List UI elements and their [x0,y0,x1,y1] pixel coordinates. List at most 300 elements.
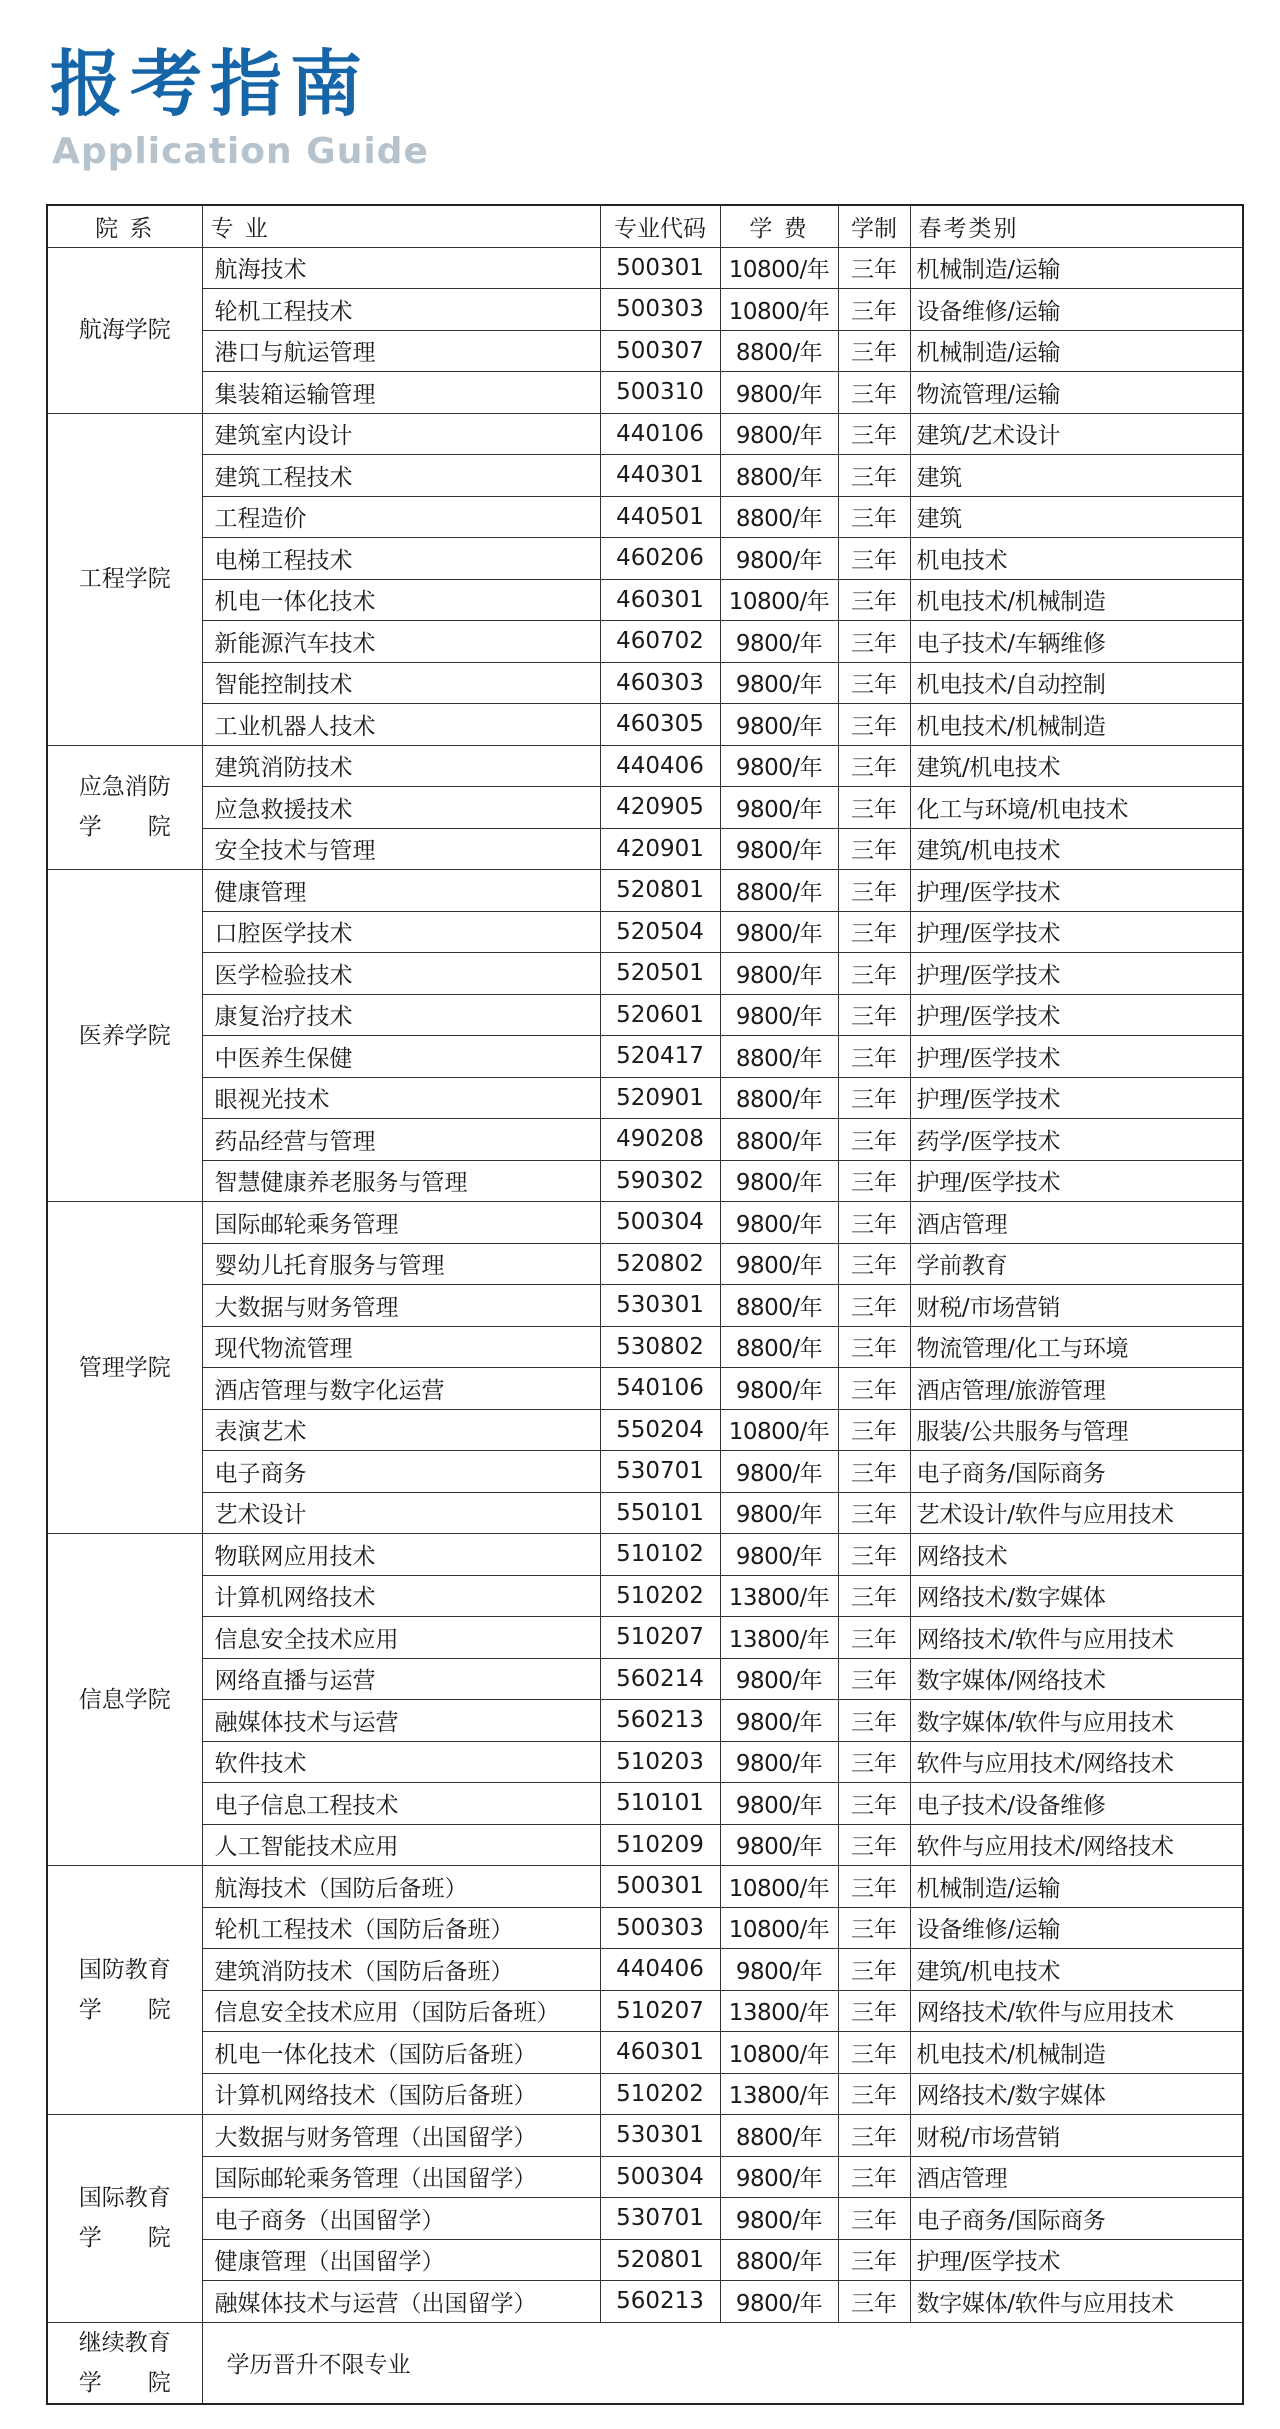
major-cell: 航海技术（国防后备班） [202,1866,600,1908]
dept-name-line: 航海学院 [78,317,171,343]
fee-cell: 13800/年 [720,1990,838,2032]
major-cell: 酒店管理与数字化运营 [202,1368,600,1410]
duration-cell: 三年 [838,828,910,870]
table-row [47,1700,1243,1742]
duration-cell: 三年 [838,1451,910,1493]
table-row [47,2156,1243,2198]
code-cell: 420901 [600,828,720,870]
duration-cell: 三年 [838,621,910,663]
table-row [47,1036,1243,1078]
code-cell: 530802 [600,1326,720,1368]
duration-cell: 三年 [838,787,910,829]
dept-cell [47,870,202,1202]
fee-cell: 9800/年 [720,538,838,580]
code-cell: 440406 [600,1949,720,1991]
fee-cell: 8800/年 [720,2239,838,2281]
fee-cell: 13800/年 [720,2073,838,2115]
code-cell: 500303 [600,289,720,331]
category-cell: 化工与环境/机电技术 [910,787,1243,829]
table-row [47,953,1243,995]
dept-name-line: 医养学院 [78,1022,171,1049]
dept-name-line: 学 院 [78,2225,171,2252]
duration-cell: 三年 [838,1119,910,1161]
major-cell: 智能控制技术 [202,662,600,704]
major-cell: 建筑室内设计 [202,413,600,455]
code-cell: 510101 [600,1783,720,1825]
major-cell: 融媒体技术与运营 [202,1700,600,1742]
table-row [47,2239,1243,2281]
duration-cell: 三年 [838,579,910,621]
duration-cell: 三年 [838,1285,910,1327]
dept-name [79,767,171,847]
table-row [47,621,1243,663]
code-cell: 520901 [600,1077,720,1119]
major-cell: 眼视光技术 [202,1077,600,1119]
table-row [47,1409,1243,1451]
duration-cell: 三年 [838,2156,910,2198]
fee-cell: 9800/年 [720,1949,838,1991]
duration-cell: 三年 [838,1575,910,1617]
code-cell: 460702 [600,621,720,663]
duration-cell: 三年 [838,1866,910,1908]
fee-cell: 9800/年 [720,2198,838,2240]
category-cell: 电子商务/国际商务 [910,1451,1243,1493]
fee-cell: 13800/年 [720,1575,838,1617]
category-cell: 建筑/艺术设计 [910,413,1243,455]
code-cell: 550101 [600,1492,720,1534]
fee-cell: 9800/年 [720,1368,838,1410]
category-cell: 电子商务/国际商务 [910,2198,1243,2240]
category-cell: 护理/医学技术 [910,1160,1243,1202]
table-row [47,1741,1243,1783]
duration-cell: 三年 [838,538,910,580]
fee-cell: 9800/年 [720,994,838,1036]
major-cell: 信息安全技术应用 [202,1617,600,1659]
code-cell: 460206 [600,538,720,580]
code-cell: 530701 [600,2198,720,2240]
major-cell: 计算机网络技术 [202,1575,600,1617]
code-cell: 520802 [600,1243,720,1285]
category-cell: 数字媒体/软件与应用技术 [910,1700,1243,1742]
table-row [47,1077,1243,1119]
dept-cell [47,2115,202,2323]
category-cell: 机械制造/运输 [910,1866,1243,1908]
duration-cell: 三年 [838,289,910,331]
dept-name [79,1950,171,2030]
category-cell: 艺术设计/软件与应用技术 [910,1492,1243,1534]
fee-cell: 9800/年 [720,1492,838,1534]
major-cell: 表演艺术 [202,1409,600,1451]
fee-cell: 9800/年 [720,704,838,746]
code-cell: 490208 [600,1119,720,1161]
dept-cell [47,247,202,413]
duration-cell: 三年 [838,1160,910,1202]
category-cell: 机械制造/运输 [910,247,1243,289]
fee-cell: 9800/年 [720,1658,838,1700]
fee-cell: 10800/年 [720,247,838,289]
category-cell: 数字媒体/网络技术 [910,1658,1243,1700]
duration-cell: 三年 [838,2281,910,2323]
duration-cell: 三年 [838,330,910,372]
table-row [47,787,1243,829]
major-cell: 医学检验技术 [202,953,600,995]
fee-cell: 9800/年 [720,1534,838,1576]
duration-cell: 三年 [838,745,910,787]
table-row [47,1368,1243,1410]
category-cell: 财税/市场营销 [910,1285,1243,1327]
table-row [47,455,1243,497]
major-cell: 软件技术 [202,1741,600,1783]
major-cell: 康复治疗技术 [202,994,600,1036]
table-row [47,2281,1243,2323]
major-cell: 健康管理（出国留学） [202,2239,600,2281]
table-row [47,1534,1243,1576]
fee-cell: 9800/年 [720,2281,838,2323]
code-cell: 510207 [600,1990,720,2032]
major-cell: 轮机工程技术（国防后备班） [202,1907,600,1949]
fee-cell: 9800/年 [720,1783,838,1825]
category-cell: 建筑/机电技术 [910,1949,1243,1991]
code-cell: 460303 [600,662,720,704]
table-row [47,1243,1243,1285]
fee-cell: 8800/年 [720,1036,838,1078]
code-cell: 500301 [600,247,720,289]
code-cell: 510203 [600,1741,720,1783]
table-row [47,704,1243,746]
duration-cell: 三年 [838,953,910,995]
category-cell: 护理/医学技术 [910,870,1243,912]
code-cell: 440501 [600,496,720,538]
category-cell: 物流管理/化工与环境 [910,1326,1243,1368]
code-cell: 560214 [600,1658,720,1700]
duration-cell: 三年 [838,1741,910,1783]
code-cell: 420905 [600,787,720,829]
fee-cell: 8800/年 [720,330,838,372]
dept-cell [47,745,202,870]
dept-name-line: 国防教育 [78,1957,171,1983]
duration-cell: 三年 [838,455,910,497]
duration-cell: 三年 [838,1036,910,1078]
dept-name-line: 学 院 [78,1997,171,2023]
major-cell: 电子商务（出国留学） [202,2198,600,2240]
code-cell: 510102 [600,1534,720,1576]
fee-cell: 9800/年 [720,372,838,414]
code-cell: 440106 [600,413,720,455]
code-cell: 460301 [600,579,720,621]
category-cell: 电子技术/设备维修 [910,1783,1243,1825]
code-cell: 520601 [600,994,720,1036]
duration-cell: 三年 [838,1326,910,1368]
code-cell: 520801 [600,870,720,912]
category-cell: 财税/市场营销 [910,2115,1243,2157]
major-cell: 人工智能技术应用 [202,1824,600,1866]
code-cell: 500304 [600,1202,720,1244]
table-row [47,1451,1243,1493]
duration-cell: 三年 [838,247,910,289]
category-cell: 酒店管理/旅游管理 [910,1368,1243,1410]
category-cell: 数字媒体/软件与应用技术 [910,2281,1243,2323]
fee-cell: 8800/年 [720,1119,838,1161]
major-cell: 工业机器人技术 [202,704,600,746]
fee-cell: 8800/年 [720,1077,838,1119]
dept-name-line: 管理学院 [78,1354,171,1381]
dept-name-line: 学 院 [78,814,171,841]
category-cell: 机电技术/自动控制 [910,662,1243,704]
code-cell: 520801 [600,2239,720,2281]
duration-cell: 三年 [838,496,910,538]
major-cell: 国际邮轮乘务管理（出国留学） [202,2156,600,2198]
duration-cell: 三年 [838,1492,910,1534]
category-cell: 护理/医学技术 [910,911,1243,953]
major-cell: 智慧健康养老服务与管理 [202,1160,600,1202]
duration-cell: 三年 [838,1077,910,1119]
code-cell: 460305 [600,704,720,746]
code-cell: 510207 [600,1617,720,1659]
fee-cell: 9800/年 [720,911,838,953]
major-cell: 国际邮轮乘务管理 [202,1202,600,1244]
major-cell: 集装箱运输管理 [202,372,600,414]
table-row [47,1949,1243,1991]
duration-cell: 三年 [838,870,910,912]
duration-cell: 三年 [838,1990,910,2032]
fee-cell: 10800/年 [720,289,838,331]
table-row [47,2115,1243,2157]
major-cell: 艺术设计 [202,1492,600,1534]
duration-cell: 三年 [838,1202,910,1244]
table-row [47,1617,1243,1659]
major-cell: 轮机工程技术 [202,289,600,331]
dept-name-line: 学 院 [78,2369,171,2396]
category-cell: 护理/医学技术 [910,1036,1243,1078]
category-cell: 机电技术/机械制造 [910,579,1243,621]
category-cell: 护理/医学技术 [910,994,1243,1036]
fee-cell: 9800/年 [720,413,838,455]
table-header-row [47,205,1243,247]
code-cell: 540106 [600,1368,720,1410]
duration-cell: 三年 [838,2198,910,2240]
page-title: 报考指南 [50,42,371,126]
major-cell: 工程造价 [202,496,600,538]
table-row [47,2198,1243,2240]
category-cell: 学前教育 [910,1243,1243,1285]
major-cell: 物联网应用技术 [202,1534,600,1576]
duration-cell: 三年 [838,372,910,414]
fee-cell: 13800/年 [720,1617,838,1659]
duration-cell: 三年 [838,2073,910,2115]
duration-cell: 三年 [838,1700,910,1742]
dept-name-line: 应急消防 [78,774,171,801]
category-cell: 软件与应用技术/网络技术 [910,1824,1243,1866]
major-cell: 婴幼儿托育服务与管理 [202,1243,600,1285]
dept-name [79,2323,171,2403]
code-cell: 530301 [600,2115,720,2157]
code-cell: 560213 [600,1700,720,1742]
fee-cell: 9800/年 [720,787,838,829]
major-cell: 建筑工程技术 [202,455,600,497]
fee-cell: 9800/年 [720,745,838,787]
category-cell: 软件与应用技术/网络技术 [910,1741,1243,1783]
category-cell: 机电技术/机械制造 [910,2032,1243,2074]
category-cell: 服装/公共服务与管理 [910,1409,1243,1451]
duration-cell: 三年 [838,704,910,746]
column-header-duration: 学制 [838,205,910,247]
fee-cell: 9800/年 [720,1824,838,1866]
major-cell: 现代物流管理 [202,1326,600,1368]
duration-cell: 三年 [838,2032,910,2074]
code-cell: 510202 [600,1575,720,1617]
table-row [47,1202,1243,1244]
major-cell: 港口与航运管理 [202,330,600,372]
major-cell: 建筑消防技术（国防后备班） [202,1949,600,1991]
dept-name [79,2178,171,2258]
category-cell: 酒店管理 [910,1202,1243,1244]
fee-cell: 10800/年 [720,1907,838,1949]
fee-cell: 10800/年 [720,579,838,621]
table-row [47,1658,1243,1700]
code-cell: 550204 [600,1409,720,1451]
table-row [47,330,1243,372]
fee-cell: 8800/年 [720,1326,838,1368]
category-cell: 机电技术/机械制造 [910,704,1243,746]
category-cell: 网络技术/数字媒体 [910,1575,1243,1617]
fee-cell: 9800/年 [720,662,838,704]
table-row [47,1783,1243,1825]
dept-cell [47,1866,202,2115]
table-row [47,745,1243,787]
fee-cell: 9800/年 [720,1243,838,1285]
table-row [47,1160,1243,1202]
table-row [47,2032,1243,2074]
fee-cell: 10800/年 [720,1866,838,1908]
table-row [47,662,1243,704]
table-row [47,247,1243,289]
code-cell: 500303 [600,1907,720,1949]
fee-cell: 9800/年 [720,953,838,995]
code-cell: 500307 [600,330,720,372]
category-cell: 机电技术 [910,538,1243,580]
table-row [47,1575,1243,1617]
category-cell: 建筑/机电技术 [910,745,1243,787]
category-cell: 建筑 [910,496,1243,538]
fee-cell: 8800/年 [720,870,838,912]
table-row [47,289,1243,331]
duration-cell: 三年 [838,413,910,455]
fee-cell: 8800/年 [720,1285,838,1327]
table-row [47,1990,1243,2032]
fee-cell: 9800/年 [720,1451,838,1493]
code-cell: 440406 [600,745,720,787]
table-row [47,1285,1243,1327]
code-cell: 560213 [600,2281,720,2323]
code-cell: 590302 [600,1160,720,1202]
dept-name-line: 工程学院 [78,566,171,592]
category-cell: 护理/医学技术 [910,953,1243,995]
page-subtitle: Application Guide [52,131,429,172]
table-row [47,413,1243,455]
code-cell: 520501 [600,953,720,995]
category-cell: 建筑 [910,455,1243,497]
major-cell: 大数据与财务管理（出国留学） [202,2115,600,2157]
category-cell: 网络技术/软件与应用技术 [910,1990,1243,2032]
major-cell: 健康管理 [202,870,600,912]
column-header-category: 春考类别 [910,205,1243,247]
fee-cell: 9800/年 [720,1700,838,1742]
duration-cell: 三年 [838,1658,910,1700]
dept-name [79,1680,171,1720]
duration-cell: 三年 [838,1824,910,1866]
column-header-fee: 学 费 [720,205,838,247]
dept-cell [47,1202,202,1534]
table-body [47,247,1243,2404]
fee-cell: 10800/年 [720,2032,838,2074]
duration-cell: 三年 [838,1949,910,1991]
code-cell: 520417 [600,1036,720,1078]
major-cell: 融媒体技术与运营（出国留学） [202,2281,600,2323]
duration-cell: 三年 [838,1783,910,1825]
code-cell: 520504 [600,911,720,953]
category-cell: 设备维修/运输 [910,289,1243,331]
major-cell: 口腔医学技术 [202,911,600,953]
fee-cell: 9800/年 [720,2156,838,2198]
category-cell: 建筑/机电技术 [910,828,1243,870]
fee-cell: 10800/年 [720,1409,838,1451]
column-header-code: 专业代码 [600,205,720,247]
code-cell: 510209 [600,1824,720,1866]
code-cell: 510202 [600,2073,720,2115]
table-row [47,496,1243,538]
duration-cell: 三年 [838,2115,910,2157]
major-cell: 信息安全技术应用（国防后备班） [202,1990,600,2032]
table-row [47,1492,1243,1534]
table-row [47,870,1243,912]
dept-name [79,1016,171,1056]
dept-cell [47,1534,202,1866]
major-cell: 电子信息工程技术 [202,1783,600,1825]
table-row [47,911,1243,953]
table-row [47,538,1243,580]
category-cell: 物流管理/运输 [910,372,1243,414]
duration-cell: 三年 [838,1368,910,1410]
duration-cell: 三年 [838,911,910,953]
major-cell: 新能源汽车技术 [202,621,600,663]
table-row [47,1866,1243,1908]
major-cell: 计算机网络技术（国防后备班） [202,2073,600,2115]
duration-cell: 三年 [838,1907,910,1949]
major-cell: 大数据与财务管理 [202,1285,600,1327]
fee-cell: 9800/年 [720,1160,838,1202]
duration-cell: 三年 [838,994,910,1036]
table-row [47,1119,1243,1161]
dept-name [79,559,171,599]
code-cell: 530301 [600,1285,720,1327]
category-cell: 设备维修/运输 [910,1907,1243,1949]
table-row-continuing-education [47,2322,1243,2404]
continuing-education-note: 学历晋升不限专业 [202,2322,1243,2404]
table-row [47,1326,1243,1368]
major-cell: 中医养生保健 [202,1036,600,1078]
major-cell: 电梯工程技术 [202,538,600,580]
code-cell: 440301 [600,455,720,497]
table-row [47,579,1243,621]
duration-cell: 三年 [838,662,910,704]
category-cell: 护理/医学技术 [910,2239,1243,2281]
column-header-major: 专 业 [202,205,600,247]
fee-cell: 8800/年 [720,455,838,497]
major-cell: 机电一体化技术（国防后备班） [202,2032,600,2074]
dept-cell [47,413,202,745]
major-cell: 药品经营与管理 [202,1119,600,1161]
column-header-dept: 院 系 [47,205,202,247]
